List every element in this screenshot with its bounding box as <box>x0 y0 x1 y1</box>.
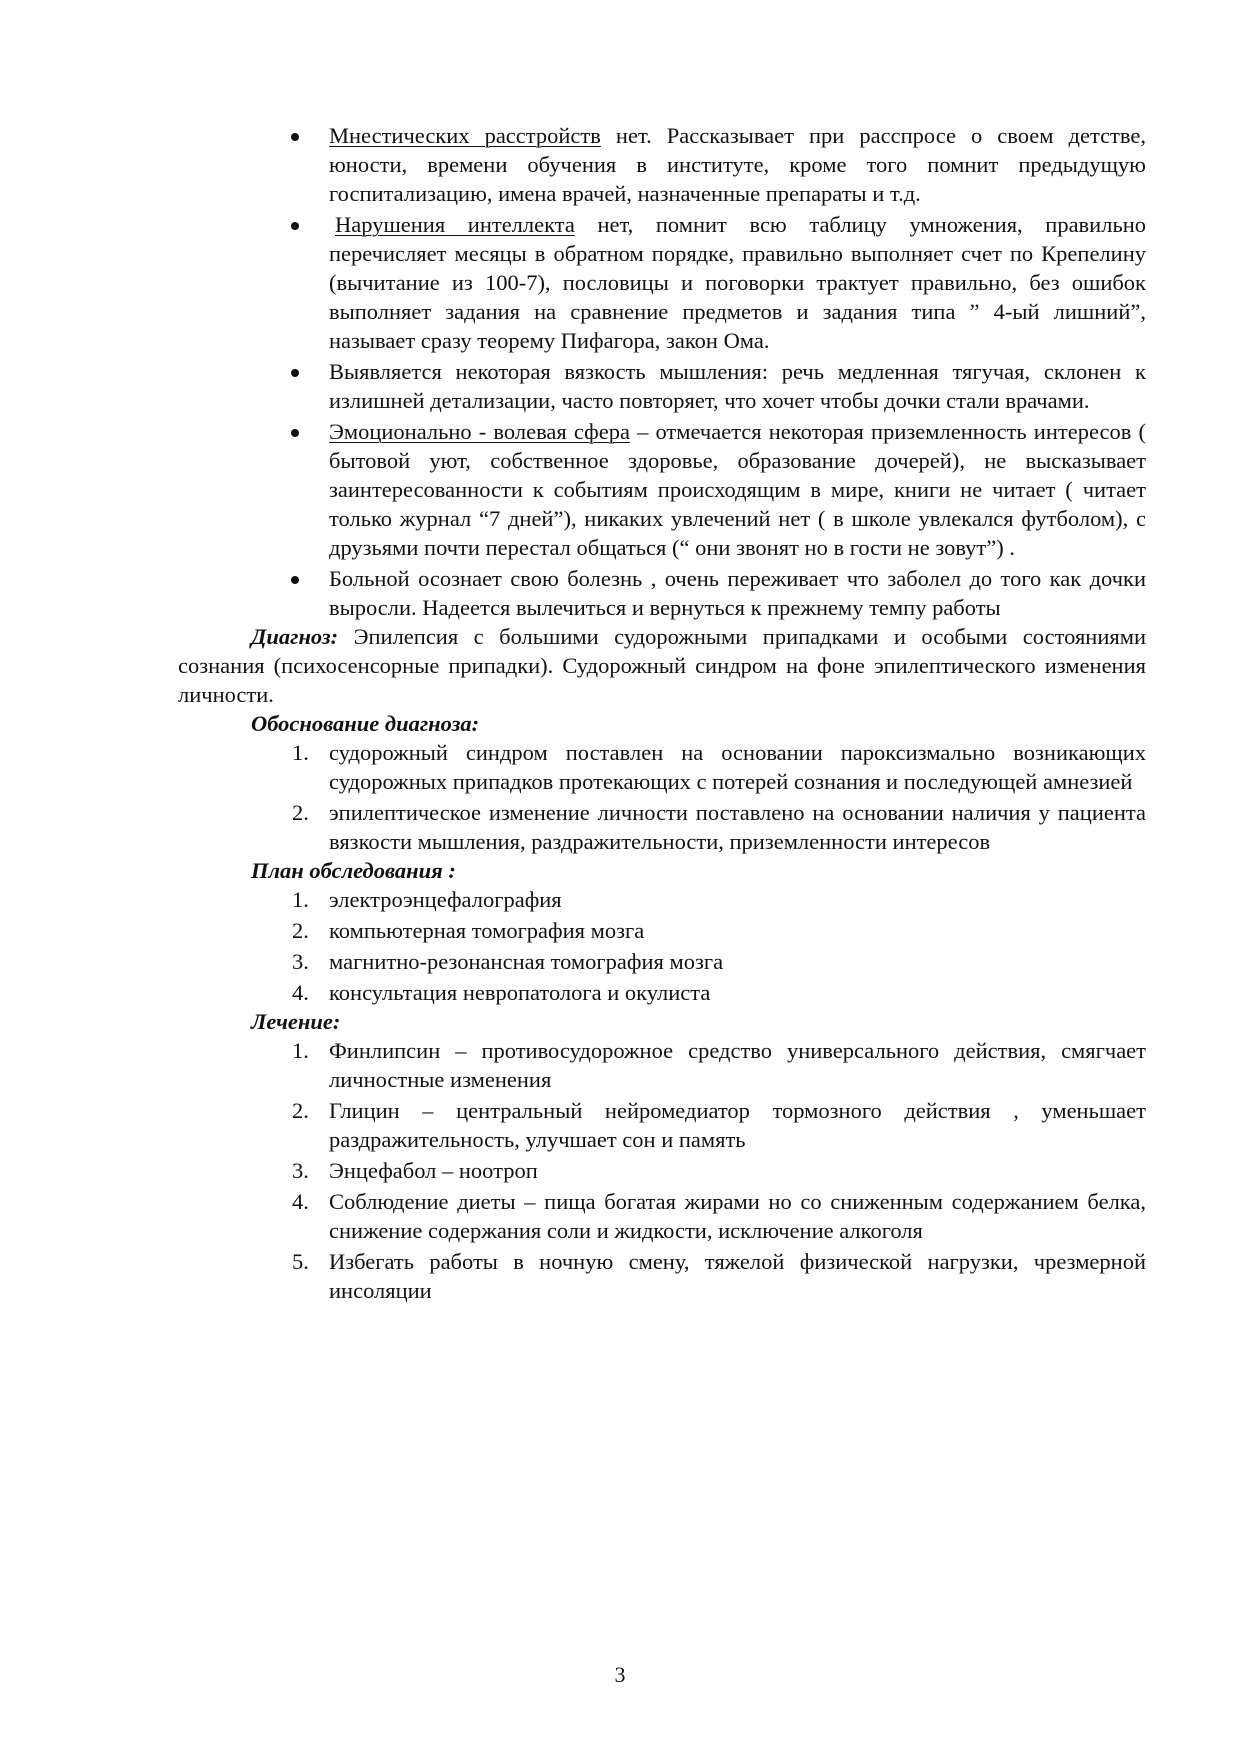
list-item <box>178 1096 1146 1154</box>
list-number: 1. <box>292 740 309 765</box>
list-number: 1. <box>292 887 309 912</box>
list-item-text: компьютерная томография мозга <box>329 918 645 943</box>
bullet-underlined-term: Нарушения интеллекта <box>335 212 575 237</box>
list-item-text: магнитно-резонансная томография мозга <box>329 949 724 974</box>
list-item-text: электроэнцефалография <box>329 887 562 912</box>
bullet-text: – отмечается некоторая приземленность интересов ( бытовой уют, собственное здоровье, образование дочерей), не высказывает заинтересованности к событиям происходящим в мире, книги не читает ( читает только журнал “7 дней”), никаких увлечений нет ( в школе увлекался футболом), с друзьями почти перестал общаться (“ они звонят но в гости не зовут”) . <box>329 419 1146 560</box>
list-item <box>178 798 1146 856</box>
list-item-text: консультация невропатолога и окулиста <box>329 980 711 1005</box>
bullet-text: нет. Рассказывает при расспросе о своем детстве, юности, времени обучения в институте, кроме того помнит предыдущую госпитализацию, имена врачей, назначенные препараты и т.д. <box>329 123 1146 206</box>
list-item-text: Финлипсин – противосудорожное средство универсального действия, смягчает личностные изменения <box>329 1038 1146 1092</box>
diagnosis-paragraph <box>178 622 1146 709</box>
list-number: 2. <box>292 918 309 943</box>
bullet-text: Больной осознает свою болезнь , очень переживает что заболел до того как дочки выросли. Надеется вылечиться и вернуться к прежнему темпу работы <box>329 566 1146 620</box>
list-number: 4. <box>292 1189 309 1214</box>
justification-heading: Обоснование диагноза: <box>251 711 480 736</box>
treatment-list <box>178 1036 1146 1305</box>
list-item <box>178 1036 1146 1094</box>
justification-list <box>178 738 1146 856</box>
list-number: 3. <box>292 1158 309 1183</box>
page-number: 3 <box>614 1662 626 1687</box>
bullet-item-emotional <box>178 417 1146 562</box>
list-item <box>178 916 1146 945</box>
list-number: 5. <box>292 1249 309 1274</box>
list-item-text: эпилептическое изменение личности поставлено на основании наличия у пациента вязкости мышления, раздражительности, приземленности интересов <box>329 800 1146 854</box>
bullet-text: нет, помнит всю таблицу умножения, правильно перечисляет месяцы в обратном порядке, правильно выполняет счет по Крепелину (вычитание из 100-7), пословицы и поговорки трактует правильно, без ошибок выполняет задания на сравнение предметов и задания типа ” 4-ый лишний”, называет сразу теорему Пифагора, закон Ома. <box>329 212 1146 353</box>
list-item-text: судорожный синдром поставлен на основании пароксизмально возникающих судорожных припадков протекающих с потерей сознания и последующей амнезией <box>329 740 1146 794</box>
list-item <box>178 885 1146 914</box>
bullet-item-awareness <box>178 564 1146 622</box>
diagnosis-label: Диагноз: <box>251 624 339 649</box>
bullet-dot-icon <box>291 576 299 584</box>
list-item-text: Глицин – центральный нейромедиатор тормозного действия , уменьшает раздражительность, улучшает сон и память <box>329 1098 1146 1152</box>
list-item <box>178 1156 1146 1185</box>
treatment-heading: Лечение: <box>251 1009 341 1034</box>
list-item-text: Избегать работы в ночную смену, тяжелой физической нагрузки, чрезмерной инсоляции <box>329 1249 1146 1303</box>
list-item-text: Соблюдение диеты – пища богатая жирами но со сниженным содержанием белка, снижение содержания соли и жидкости, исключение алкоголя <box>329 1189 1146 1243</box>
status-bullet-list <box>178 121 1146 622</box>
list-item <box>178 1247 1146 1305</box>
list-number: 2. <box>292 800 309 825</box>
list-number: 4. <box>292 980 309 1005</box>
bullet-underlined-term: Мнестических расстройств <box>329 123 601 148</box>
page-content <box>178 121 1146 1305</box>
bullet-underlined-term: Эмоционально - волевая сфера <box>329 419 630 444</box>
bullet-item-intellect <box>178 210 1146 355</box>
exam-plan-list <box>178 885 1146 1007</box>
list-item <box>178 947 1146 976</box>
diagnosis-text: Эпилепсия с большими судорожными припадками и особыми состояниями сознания (психосенсорные припадки). Судорожный синдром на фоне эпилептического изменения личности. <box>178 624 1146 707</box>
list-number: 3. <box>292 949 309 974</box>
list-item-text: Энцефабол – ноотроп <box>329 1158 538 1183</box>
list-number: 1. <box>292 1038 309 1063</box>
list-number: 2. <box>292 1098 309 1123</box>
list-item <box>178 738 1146 796</box>
exam-plan-heading: План обследования : <box>251 858 456 883</box>
list-item <box>178 978 1146 1007</box>
bullet-dot-icon <box>291 369 299 377</box>
bullet-item-mnestic <box>178 121 1146 208</box>
bullet-dot-icon <box>291 222 299 230</box>
bullet-text: Выявляется некоторая вязкость мышления: речь медленная тягучая, склонен к излишней детализации, часто повторяет, что хочет чтобы дочки стали врачами. <box>329 359 1146 413</box>
bullet-dot-icon <box>291 133 299 141</box>
bullet-item-thinking <box>178 357 1146 415</box>
list-item <box>178 1187 1146 1245</box>
bullet-dot-icon <box>291 429 299 437</box>
